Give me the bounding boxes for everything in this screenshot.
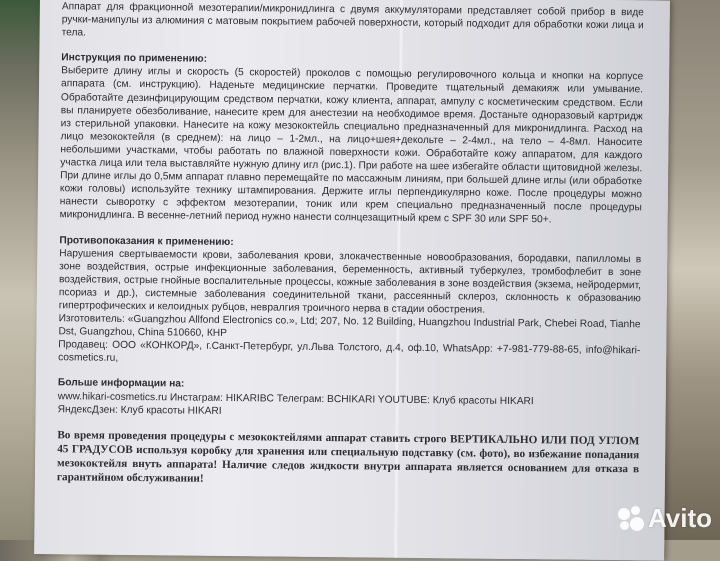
avito-logo-icon bbox=[618, 506, 644, 532]
instruction-sheet bbox=[34, 0, 670, 561]
instructions-heading: Инструкция по применению: bbox=[61, 52, 208, 66]
manufacturer-text: Изготовитель: «Guangzhou Allfond Electronics co.», Ltd; 207, No. 12 Building, Huangzhou Industrial Park, Chebei Road, Tianhe Dst, Guangzhou, China 510660, КНР bbox=[58, 313, 641, 340]
intro-paragraph: Аппарат для фракционной мезотерапии/микронидлинга с двумя аккумуляторами представляет собой прибор в виде ручки-манипулы из алюминия с матовым покрытием рабочей поверхности, который подходит для обработки кожи лица и тела. bbox=[61, 1, 644, 39]
avito-label: Avito bbox=[647, 503, 712, 533]
instructions-text: Выберите длину иглы и скорость (5 скоростей) проколов с помощью регулировочного кольца и кнопки на корпусе аппарата (см. инструкцию). Наденьте медицинские перчатки. Проведите тщательный демакияж или умывание. Обработайте дезинфицирующим средством перчатки, кожу клиента, аппарат, ампулу с косметическим средством. Если вы планируете обезболивание, нанесите крем для анестезии на необходимое время. Достаньте одноразовый картридж из стерильной упаковки. Нанесите на кожу мезококтейль специально предназначенный для микронидлинга. Расход на лицо мезококтейля (в среднем): на лицо – 1-2мл., на лицо+шея+декольте – 2-4мл., на тело – 4-8мл. Наносите небольшими участками, чтобы работать по влажной поверхности кожи. Обработайте кожу аппаратом, для каждого участка лица или тела выставляйте нужную длину игл (рис.1). При работе на шее избегайте области щитовидной железы. При длине иглы до 0,5мм аппарат плавно перемещайте по массажным линиям, при большей длине иглы (или обработке кожи головы) используйте технику штампирования. Держите иглы перпендикулярно коже. После процедуры можно нанести сыворотку с эффектом мезотерапии, тоник или крем специально предназначенный после процедуры микронидлинга. В весенне-летний период нужно нанести солнцезащитный крем с SPF 30 или SPF 50+. bbox=[59, 65, 644, 226]
seller-text: Продавец: ООО «КОНКОРД», г.Санкт-Петербург, ул.Льва Толстого, д.4, оф.10, WhatsApp: +7-981-779-88-65, info@hikari-cosmetics.ru, bbox=[58, 339, 641, 365]
warning-paragraph: Во время проведения процедуры с мезококтейлями аппарат ставить строго ВЕРТИКАЛЬНО ИЛИ ПОД УГЛОМ 45 ГРАДУСОВ используя коробку для хранения или специальную подставку (см. фото), во избежание попадания мезококтейля внуть аппарата! Наличие следов жидкости внутри аппарата является основанием для отказа в гарантийном обслуживании! bbox=[56, 428, 640, 485]
more-info-links: www.hikari-cosmetics.ru Инстаграм: HIKARIBC Телеграм: BCHIKARI YOUTUBE: Клуб красоты HIKARI bbox=[57, 390, 534, 407]
contraindications-text: Нарушения свертываемости крови, заболевания крови, злокачественные новообразования, бородавки, папилломы в зоне воздействия, острые инфекционные заболевания, беременность, активный туберкулез, тромбофлебит в зоне воздействия, острые гнойные воспалительные процессы, кожные заболевания в зоне воздействия (экзема, нейродермит, псориаз и др.), системные заболевания соединительной ткани, рассеянный склероз, склонность к образованию гипертрофических и келоидных рубцов, невралгия троичного нерва в стадии обострения. bbox=[58, 247, 642, 316]
more-info-heading: Больше информации на: bbox=[57, 377, 185, 390]
document-body bbox=[57, 0, 644, 501]
contraindications-heading: Противопоказания к применению: bbox=[59, 234, 234, 248]
more-info-yandex: ЯндексДзен: Клуб красоты HIKARI bbox=[57, 403, 222, 417]
avito-watermark bbox=[618, 503, 712, 534]
